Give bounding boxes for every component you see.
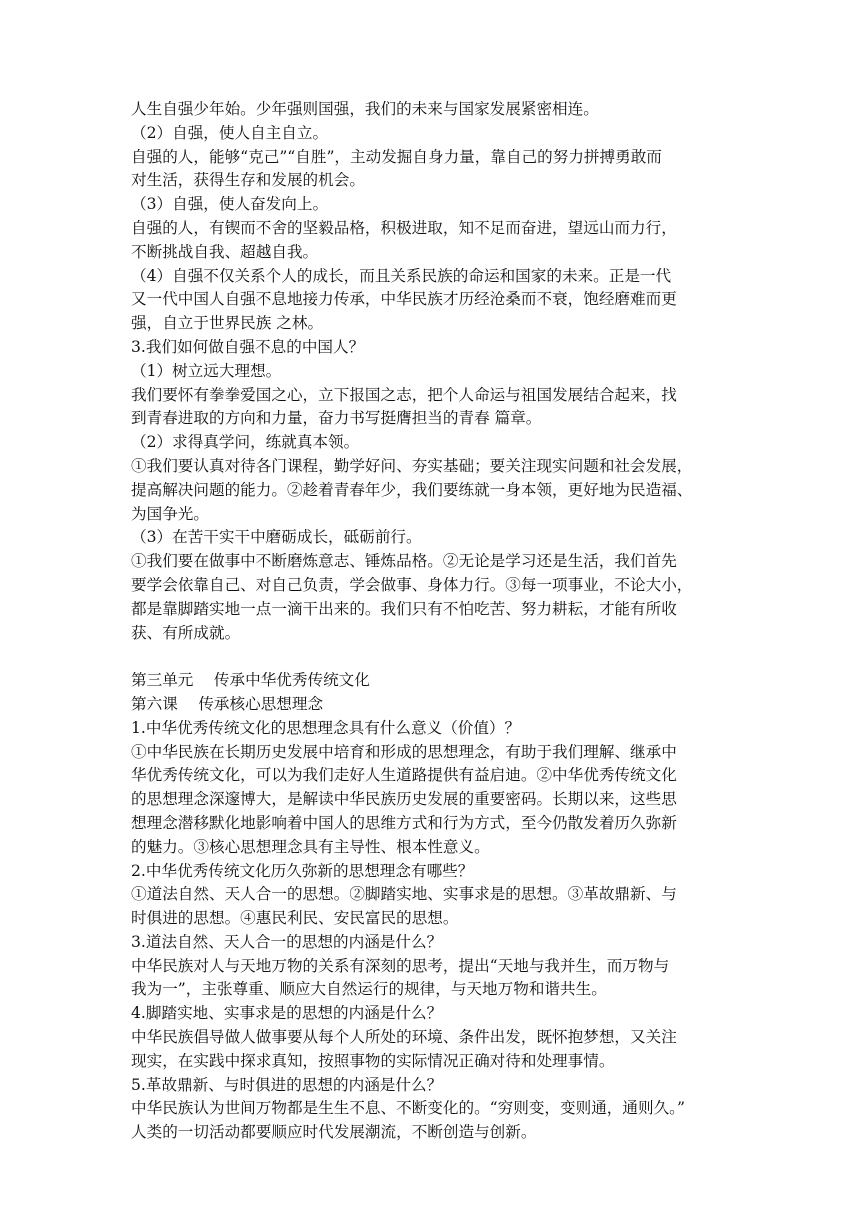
text-line: （1）树立远大理想。 [131,361,282,380]
text-line: 都是靠脚踏实地一点一滴干出来的。我们只有不怕吃苦、努力耕耘，才能有所收 [131,599,677,618]
text-line: （4）自强不仅关系个人的成长，而且关系民族的命运和国家的未来。正是一代 [131,266,672,285]
text-line: 自强的人，能够“克己”“自胜”，主动发掘自身力量，靠自己的努力拼搏勇敢而 [131,147,662,166]
text-line: ①我们要在做事中不断磨炼意志、锤炼品格。②无论是学习还是生活，我们首先 [131,552,677,571]
text-line: 为国争光。 [131,504,209,523]
paragraph-gap [131,645,731,669]
question-heading: 3.我们如何做自强不息的中国人？ [131,337,365,356]
text-line: 不断挑战自我、超越自我。 [131,242,319,261]
text-line: ①我们要认真对待各门课程，勤学好问、夯实基础；要关注现实问题和社会发展， [131,456,693,475]
text-line: （2）求得真学问，练就真本领。 [131,433,360,452]
text-line: 中华民族倡导做人做事要从每个人所处的环境、条件出发，既怀抱梦想，又关注 [131,1028,677,1047]
text-line: 我为一”，主张尊重、顺应大自然运行的规律，与天地万物和谐共生。 [131,980,607,999]
text-line: 提高解决问题的能力。②趁着青春年少，我们要练就一身本领，更好地为民造福、 [131,480,693,499]
document-body [131,98,731,1145]
text-line: 到青春进取的方向和力量，奋力书写挺膺担当的青春 篇章。 [131,409,542,428]
text-line: 要学会依靠自己、对自己负责，学会做事、身体力行。③每一项事业，不论大小， [131,575,693,594]
question-heading: 2.中华优秀传统文化历久弥新的思想理念有哪些？ [131,861,474,880]
text-line: ①中华民族在长期历史发展中培育和形成的思想理念，有助于我们理解、继承中 [131,742,677,761]
text-line: 想理念潜移默化地影响着中国人的思维方式和行为方式，至今仍散发着历久弥新 [131,813,677,832]
text-line: 的魅力。③核心思想理念具有主导性、根本性意义。 [131,837,490,856]
text-line: 人类的一切活动都要顺应时代发展潮流，不断创造与创新。 [131,1123,537,1142]
text-line: 获、有所成就。 [131,623,241,642]
text-line: （2）自强，使人自主自立。 [131,123,329,142]
unit-heading: 第三单元 传承中华优秀传统文化 [131,671,370,690]
question-heading: 4.脚踏实地、实事求是的思想的内涵是什么？ [131,1004,443,1023]
text-line: 的思想理念深邃博大，是解读中华民族历史发展的重要密码。长期以来，这些思 [131,790,677,809]
text-line: 现实，在实践中探求真知，按照事物的实际情况正确对待和处理事情。 [131,1051,615,1070]
section-self-reliance [131,98,731,645]
question-heading: 1.中华优秀传统文化的思想理念具有什么意义（价值）？ [131,718,521,737]
text-line: 人生自强少年始。少年强则国强，我们的未来与国家发展紧密相连。 [131,100,599,118]
lesson-heading: 第六课 传承核心思想理念 [131,694,324,713]
text-line: 又一代中国人自强不息地接力传承，中华民族才历经沧桑而不衰，饱经磨难而更 [131,290,677,309]
text-line: 我们要怀有拳拳爱国之心，立下报国之志，把个人命运与祖国发展结合起来，找 [131,385,677,404]
text-line: （3）自强，使人奋发向上。 [131,195,329,214]
question-heading: 5.革故鼎新、与时俱进的思想的内涵是什么？ [131,1075,443,1094]
text-line: 时俱进的思想。④惠民利民、安民富民的思想。 [131,909,459,928]
question-heading: 3.道法自然、天人合一的思想的内涵是什么？ [131,932,443,951]
text-line: ①道法自然、天人合一的思想。②脚踏实地、实事求是的思想。③革故鼎新、与 [131,885,677,904]
text-line: 华优秀传统文化，可以为我们走好人生道路提供有益启迪。②中华优秀传统文化 [131,766,677,785]
text-line: 自强的人，有锲而不舍的坚毅品格，积极进取，知不足而奋进，望远山而力行， [131,218,677,237]
text-line: 强，自立于世界民族 之林。 [131,314,324,333]
text-line: 中华民族对人与天地万物的关系有深刻的思考，提出“天地与我并生，而万物与 [131,956,670,975]
text-line: （3）在苦干实干中磨砺成长，砥砺前行。 [131,528,422,547]
text-line: 对生活，获得生存和发展的机会。 [131,171,365,190]
text-line: 中华民族认为世间万物都是生生不息、不断变化的。“穷则变，变则通，通则久。” [131,1099,685,1118]
section-unit-three [131,669,731,1145]
